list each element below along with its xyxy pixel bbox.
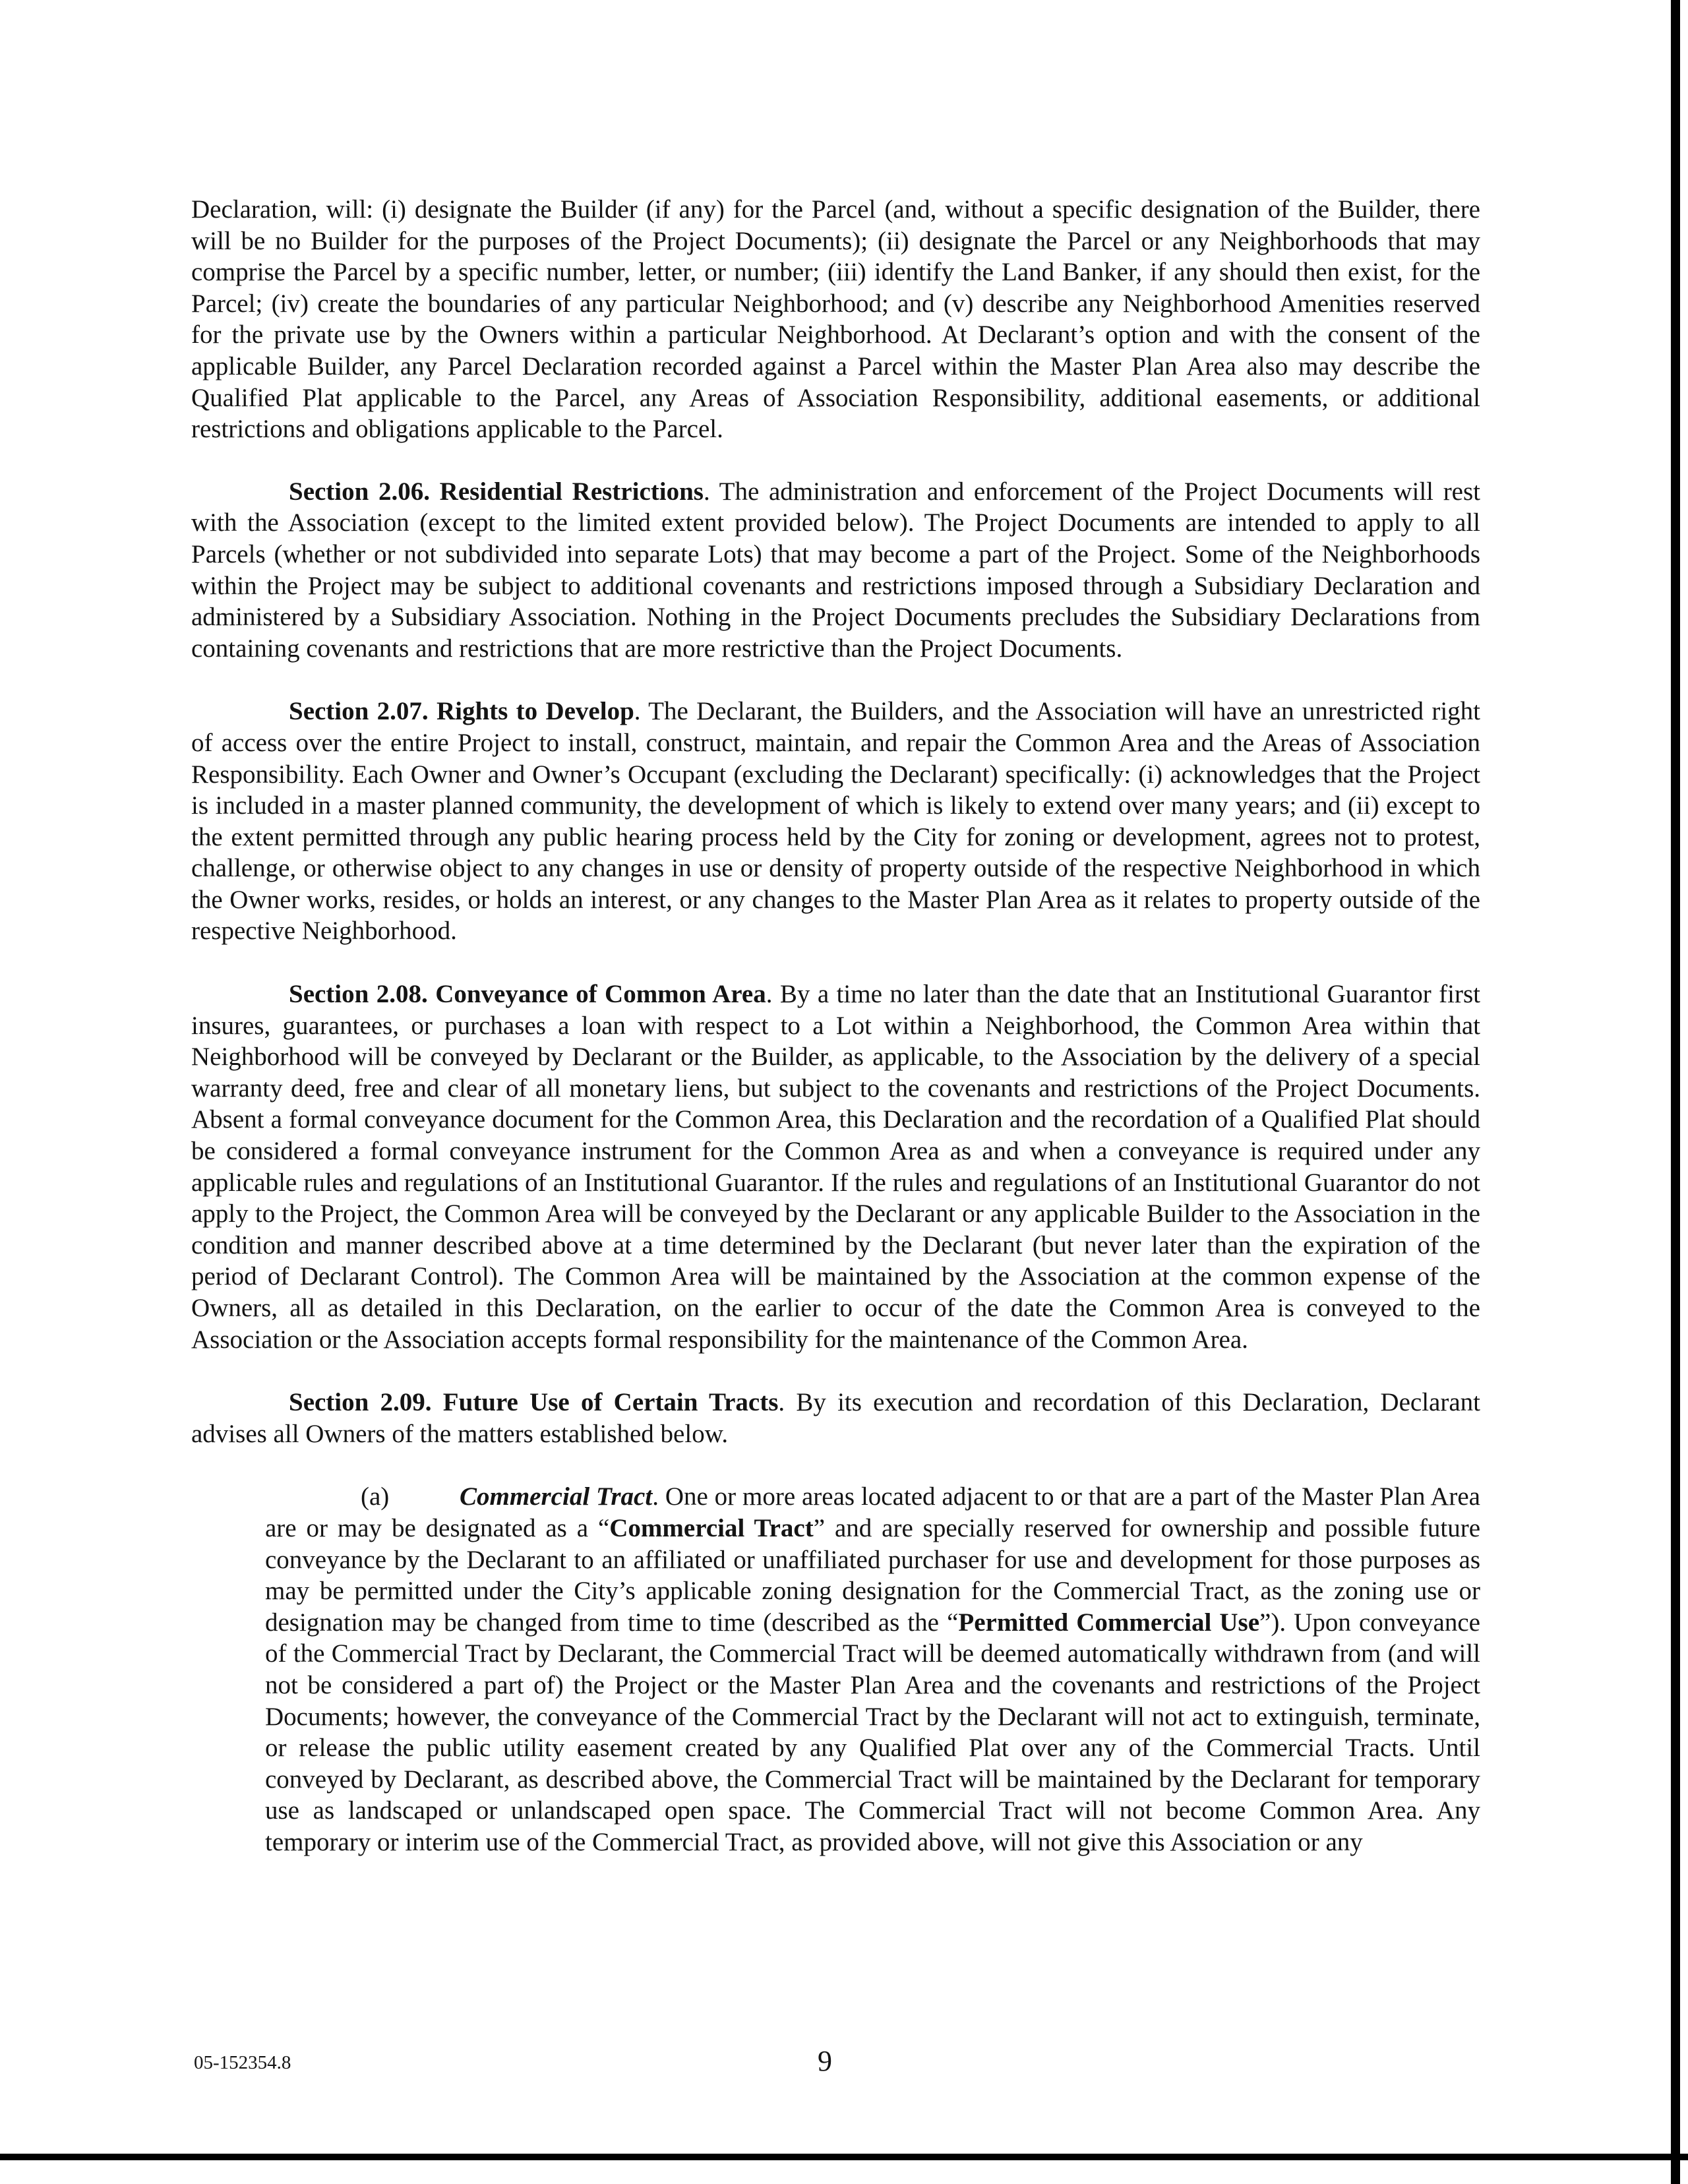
section-heading: Section 2.06. Residential Restrictions xyxy=(289,477,704,506)
defined-term: Permitted Commercial Use xyxy=(958,1608,1260,1637)
right-border-rule xyxy=(1671,0,1680,2184)
document-body xyxy=(191,194,1480,1890)
subsection-text: ”). Upon conveyance of the Commercial Tract by Declarant, the Commercial Tract will be deemed automatically withdrawn from (and will not be considered a part of) the Project or the Master Plan Area and the covenants and restrictions of the Project Documents; however, the conveyance of the Commercial Tract by the Declarant will not act to extinguish, terminate, or release the public utility easement created by any Qualified Plat over any of the Commercial Tracts. Until conveyed by Declarant, as described above, the Commercial Tract will be maintained by the Declarant for temporary use as landscaped or unlandscaped open space. The Commercial Tract will not become Common Area. Any temporary or interim use of the Commercial Tract, as provided above, will not give this Association or any xyxy=(265,1608,1480,1856)
section-2-07 xyxy=(191,696,1480,947)
section-heading: Section 2.07. Rights to Develop xyxy=(289,697,634,726)
paragraph-text: Declaration, will: (i) designate the Builder (if any) for the Parcel (and, without a specific designation of the Builder, there will be no Builder for the purposes of the Project Documents); (ii) designate the Parcel or any Neighborhoods that may comprise the Parcel by a specific number, letter, or number; (iii) identify the Land Banker, if any should then exist, for the Parcel; (iv) create the boundaries of any particular Neighborhood; and (v) describe any Neighborhood Amenities reserved for the private use by the Owners within a particular Neighborhood. At Declarant’s option and with the consent of the applicable Builder, any Parcel Declaration recorded against a Parcel within the Master Plan Area also may describe the Qualified Plat applicable to the Parcel, any Areas of Association Responsibility, additional easements, or additional restrictions and obligations applicable to the Parcel. xyxy=(191,195,1480,444)
section-text: . The Declarant, the Builders, and the Association will have an unrestricted right of access over the entire Project to install, construct, maintain, and repair the Common Area and the Areas of Association Responsibility. Each Owner and Owner’s Occupant (excluding the Declarant) specifically: (i) acknowledges that the Project is included in a master planned community, the development of which is likely to extend over many years; and (ii) except to the extent permitted through any public hearing process held by the City for zoning or development, agrees not to protest, challenge, or otherwise object to any changes in use or density of property outside of the respective Neighborhood in which the Owner works, resides, or holds an interest, or any changes to the Master Plan Area as it relates to property outside of the respective Neighborhood. xyxy=(191,697,1481,946)
section-text: . The administration and enforcement of the Project Documents will rest with the Association (except to the limited extent provided below). The Project Documents are intended to apply to all Parcels (whether or not subdivided into separate Lots) that may become a part of the Project. Some of the Neighborhoods within the Project may be subject to additional covenants and restrictions imposed through a Subsidiary Declaration and administered by a Subsidiary Association. Nothing in the Project Documents precludes the Subsidiary Declarations from containing covenants and restrictions that are more restrictive than the Project Documents. xyxy=(191,477,1480,663)
section-2-06 xyxy=(191,476,1480,665)
subsection-text: . One or more areas located adjacent to or that are a part of the Master Plan Area are or may be designated as a “ xyxy=(265,1482,1480,1542)
section-text: . By a time no later than the date that an Institutional Guarantor first insures, guarantees, or purchases a loan with respect to a Lot within a Neighborhood, the Common Area within that Neighborhood will be conveyed by Declarant or the Builder, as applicable, to the Association by the delivery of a special warranty deed, free and clear of all monetary liens, but subject to the covenants and restrictions of the Project Documents. Absent a formal conveyance document for the Common Area, this Declaration and the recordation of a Qualified Plat should be considered a formal conveyance instrument for the Common Area as and when a conveyance is required under any applicable rules and regulations of an Institutional Guarantor. If the rules and regulations of an Institutional Guarantor do not apply to the Project, the Common Area will be conveyed by the Declarant or any applicable Builder to the Association in the condition and manner described above at a time determined by the Declarant (but never later than the expiration of the period of Declarant Control). The Common Area will be maintained by the Association at the common expense of the Owners, all as detailed in this Declaration, on the earlier to occur of the date the Common Area is conveyed to the Association or the Association accepts formal responsibility for the maintenance of the Common Area. xyxy=(191,980,1480,1354)
page-number: 9 xyxy=(818,2045,832,2077)
section-2-09 xyxy=(191,1387,1480,1449)
subsection-title: Commercial Tract xyxy=(460,1482,653,1511)
subsection-a-commercial-tract xyxy=(265,1481,1480,1858)
subsection-label: (a) xyxy=(361,1482,390,1511)
paragraph-parcel-declaration xyxy=(191,194,1480,445)
section-heading: Section 2.08. Conveyance of Common Area xyxy=(289,980,766,1009)
section-text: . By its execution and recordation of this Declaration, Declarant advises all Owners of the matters established below. xyxy=(191,1388,1480,1448)
document-id: 05-152354.8 xyxy=(194,2052,291,2073)
defined-term: Commercial Tract xyxy=(609,1513,814,1542)
section-2-08 xyxy=(191,979,1480,1355)
subsection-text: ” and are specially reserved for ownership and possible future conveyance by the Declarant to an affiliated or unaffiliated purchaser for use and development for those purposes as may be permitted under the City’s applicable zoning designation for the Commercial Tract, as the zoning use or designation may be changed from time to time (described as the “ xyxy=(265,1513,1481,1637)
bottom-border-rule xyxy=(0,2154,1688,2160)
section-heading: Section 2.09. Future Use of Certain Tracts xyxy=(289,1388,779,1417)
